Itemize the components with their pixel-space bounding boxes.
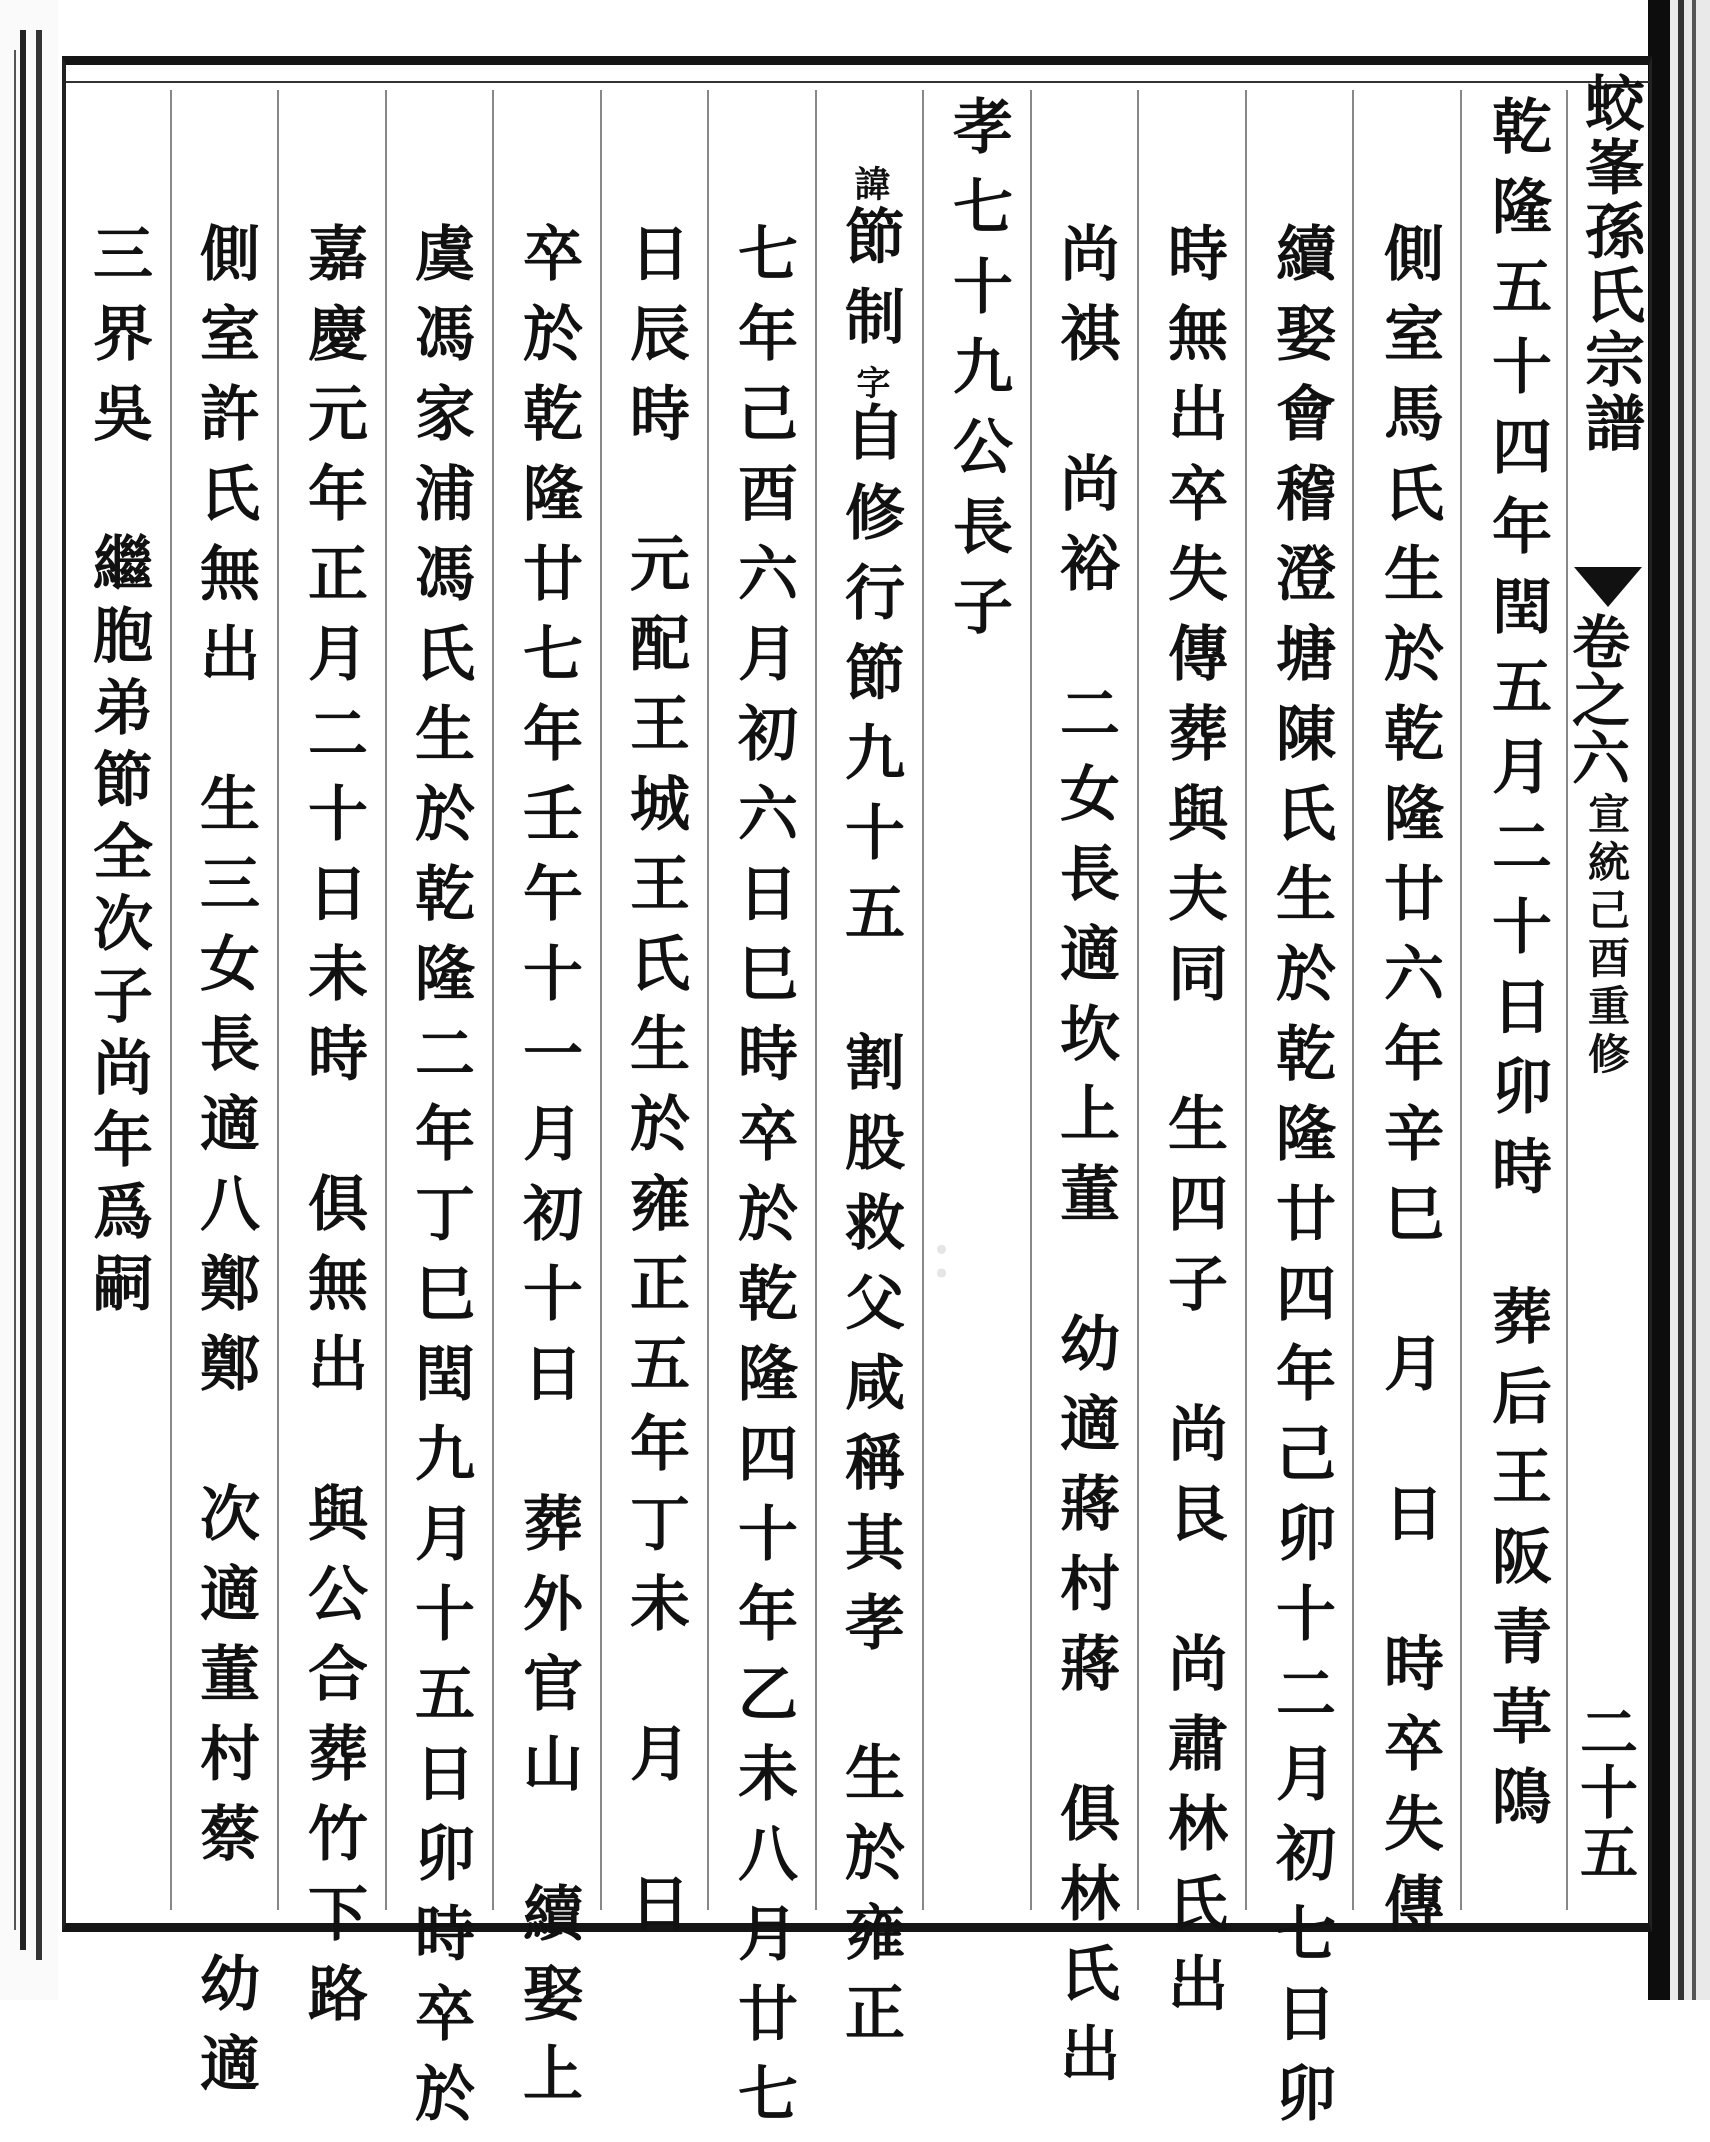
column-rule: [600, 90, 602, 1910]
edition-note: 宣統己酉重修: [1582, 792, 1631, 1080]
text-column: 七年己酉六月初六日巳時卒於乾隆四十年乙未八月廿七: [728, 222, 798, 2142]
volume-label: 卷之六: [1562, 612, 1630, 786]
fishtail-mark: [1574, 567, 1642, 607]
text-column: 側室許氏無出生三女長適八鄭鄭次適董村蔡幼適: [190, 222, 260, 2112]
column-rule: [922, 90, 924, 1910]
column-rule: [815, 90, 817, 1910]
column-rule: [385, 90, 387, 1910]
column-rule: [170, 90, 172, 1910]
adjacent-page-edge: [0, 0, 58, 2000]
text-column: 嘉慶元年正月二十日未時俱無出與公合葬竹下路: [298, 222, 368, 2042]
text-column: 虞馮家浦馮氏生於乾隆二年丁巳閏九月十五日卯時卒於: [405, 222, 475, 2142]
book-binding-edge: [1648, 0, 1710, 2000]
text-column: 續娶會稽澄塘陳氏生於乾隆廿四年己卯十二月初七日卯: [1266, 222, 1336, 2142]
text-column: 尚祺尚裕二女長適坎上董幼適蔣村蔣俱林氏出: [1050, 222, 1120, 2102]
column-rule: [1352, 90, 1354, 1910]
page-header-strip: [1562, 72, 1646, 1912]
text-column: 卒於乾隆廿七年壬午十一月初十日葬外官山續娶上: [513, 222, 583, 2122]
text-column: 日辰時元配王城王氏生於雍正五年丁未月日: [620, 222, 690, 1952]
column-rule: [492, 90, 494, 1910]
column-rule: [1245, 90, 1247, 1910]
column-rule: [1030, 90, 1032, 1910]
page-number: 二十五: [1570, 1702, 1638, 1882]
column-rule: [277, 90, 279, 1910]
text-column: 諱節制字自修行節九十五割股救父咸稱其孝生於雍正: [835, 165, 905, 2061]
text-column: 時無出卒失傳葬與夫同生四子尚艮尚肅林氏出: [1158, 222, 1228, 2032]
column-rule: [1137, 90, 1139, 1910]
column-rule: [707, 90, 709, 1910]
column-rule: [1566, 90, 1568, 1910]
text-column: 乾隆五十四年閏五月二十日卯時葬后王阪青草隝: [1482, 95, 1552, 1845]
bleed-through-mark: ：: [888, 1240, 956, 1324]
text-column: 三界吳繼胞弟節全次子尚年爲嗣: [83, 222, 153, 1324]
text-column: 側室馬氏生於乾隆廿六年辛巳月日時卒失傳: [1374, 222, 1444, 1952]
column-rule: [1460, 90, 1462, 1910]
text-column: 孝七十九公長子: [943, 95, 1013, 655]
genealogy-title: 蛟峯孫氏宗譜: [1575, 72, 1645, 456]
